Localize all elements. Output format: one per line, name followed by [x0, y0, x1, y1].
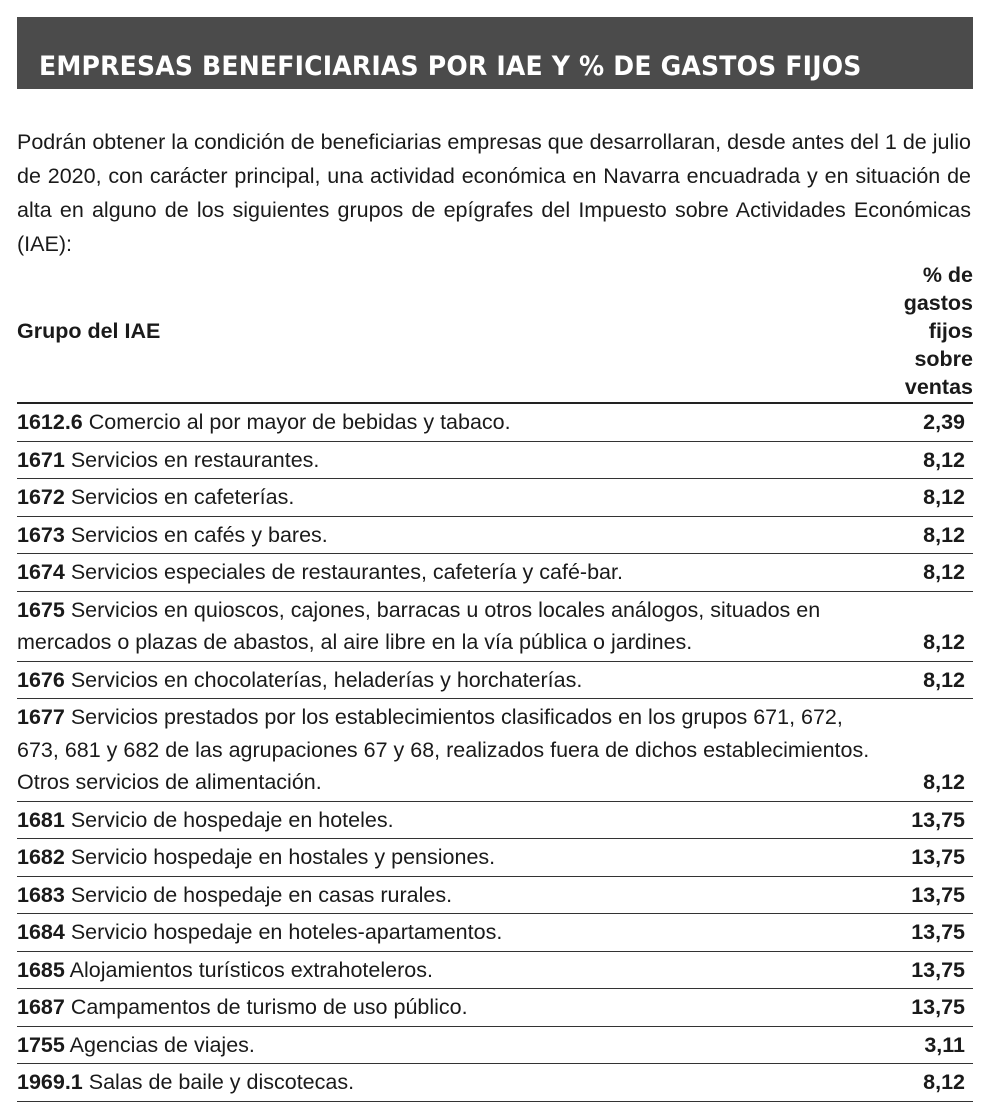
iae-code: 1671 — [17, 447, 65, 472]
pct-value: 13,75 — [875, 876, 973, 914]
iae-code: 1676 — [17, 667, 65, 692]
iae-code: 1682 — [17, 845, 65, 869]
iae-description: Servicios en restaurantes. — [70, 447, 320, 472]
iae-description: Servicios en cafés y bares. — [70, 522, 328, 547]
iae-description: Servicios prestados por los establecimientos clasificados en los grupos 671, 672, 673, 681 y 682 de las agrupaciones 67 y 68, realizados fuera de dichos establecimientos. Otros servicios de alimentación. — [17, 705, 870, 794]
table-row — [17, 403, 973, 441]
table-row — [17, 1064, 973, 1102]
pct-value: 8,12 — [875, 661, 973, 699]
table-row — [17, 914, 973, 952]
table-row — [17, 876, 973, 914]
title-bar — [17, 17, 973, 89]
pct-value: 2,39 — [875, 403, 973, 441]
iae-code: 1673 — [17, 522, 65, 547]
pct-value: 8,12 — [875, 591, 973, 661]
table-row — [17, 479, 973, 517]
iae-code: 1681 — [17, 807, 65, 832]
iae-code: 1687 — [17, 995, 65, 1019]
table-row — [17, 661, 973, 699]
pct-value: 13,75 — [875, 839, 973, 877]
pct-value: 13,75 — [875, 989, 973, 1027]
table-row — [17, 989, 973, 1027]
iae-code: 1969.1 — [17, 1070, 83, 1094]
iae-description: Servicio de hospedaje en casas rurales. — [70, 882, 453, 907]
iae-code: 1612.6 — [17, 410, 83, 434]
pct-value: 8,12 — [875, 441, 973, 479]
iae-code: 1672 — [17, 485, 65, 509]
pct-value: 13,75 — [875, 951, 973, 989]
table-row — [17, 591, 973, 661]
pct-value: 13,75 — [875, 914, 973, 952]
table-row — [17, 839, 973, 877]
iae-code: 1683 — [17, 882, 65, 907]
table-row — [17, 699, 973, 802]
iae-description: Alojamientos turísticos extrahoteleros. — [69, 957, 433, 982]
pct-value: 8,12 — [875, 516, 973, 554]
iae-description: Servicio de hospedaje en hoteles. — [70, 807, 394, 832]
iae-code: 1675 — [17, 597, 65, 622]
table-row — [17, 951, 973, 989]
iae-code: 1685 — [17, 957, 65, 982]
iae-description: Salas de baile y discotecas. — [88, 1070, 355, 1094]
table-header-row — [17, 261, 973, 403]
page-title: EMPRESAS BENEFICIARIAS POR IAE Y % DE GASTOS FIJOS — [39, 51, 862, 82]
iae-description: Servicios en cafeterías. — [70, 485, 295, 509]
table-row — [17, 441, 973, 479]
header-group: Grupo del IAE — [17, 261, 875, 403]
pct-value: 13,75 — [875, 801, 973, 839]
table-row — [17, 554, 973, 592]
iae-description: Servicios en chocolaterías, heladerías y horchaterías. — [70, 667, 583, 692]
iae-code: 1755 — [17, 1032, 65, 1057]
pct-value: 3,11 — [875, 1026, 973, 1064]
iae-code: 1684 — [17, 920, 65, 944]
iae-description: Servicio hospedaje en hostales y pensiones. — [70, 845, 496, 869]
table-row — [17, 1026, 973, 1064]
iae-description: Servicios especiales de restaurantes, cafetería y café-bar. — [70, 560, 623, 584]
table-row — [17, 516, 973, 554]
intro-paragraph: Podrán obtener la condición de beneficiarias empresas que desarrollaran, desde antes del 1 de julio de 2020, con carácter principal, una actividad económica en Navarra encuadrada y en situación de alta en alguno de los siguientes grupos de epígrafes del Impuesto sobre Actividades Económicas (IAE): — [17, 130, 971, 256]
iae-code: 1674 — [17, 560, 65, 584]
iae-description: Servicio hospedaje en hoteles-apartamentos. — [70, 920, 503, 944]
pct-value: 8,12 — [875, 699, 973, 802]
iae-table — [17, 261, 973, 1102]
pct-value: 8,12 — [875, 1064, 973, 1102]
iae-description: Agencias de viajes. — [69, 1032, 255, 1057]
iae-description: Servicios en quioscos, cajones, barracas u otros locales análogos, situados en mercados o plazas de abastos, al aire libre en la vía pública o jardines. — [17, 597, 821, 654]
infographic — [17, 17, 973, 1102]
iae-description: Campamentos de turismo de uso público. — [70, 995, 468, 1019]
pct-value: 8,12 — [875, 479, 973, 517]
iae-description: Comercio al por mayor de bebidas y tabaco. — [88, 410, 511, 434]
header-pct: % de gastos fijos sobre ventas — [875, 261, 973, 403]
table-row — [17, 801, 973, 839]
pct-value: 8,12 — [875, 554, 973, 592]
iae-code: 1677 — [17, 705, 65, 729]
